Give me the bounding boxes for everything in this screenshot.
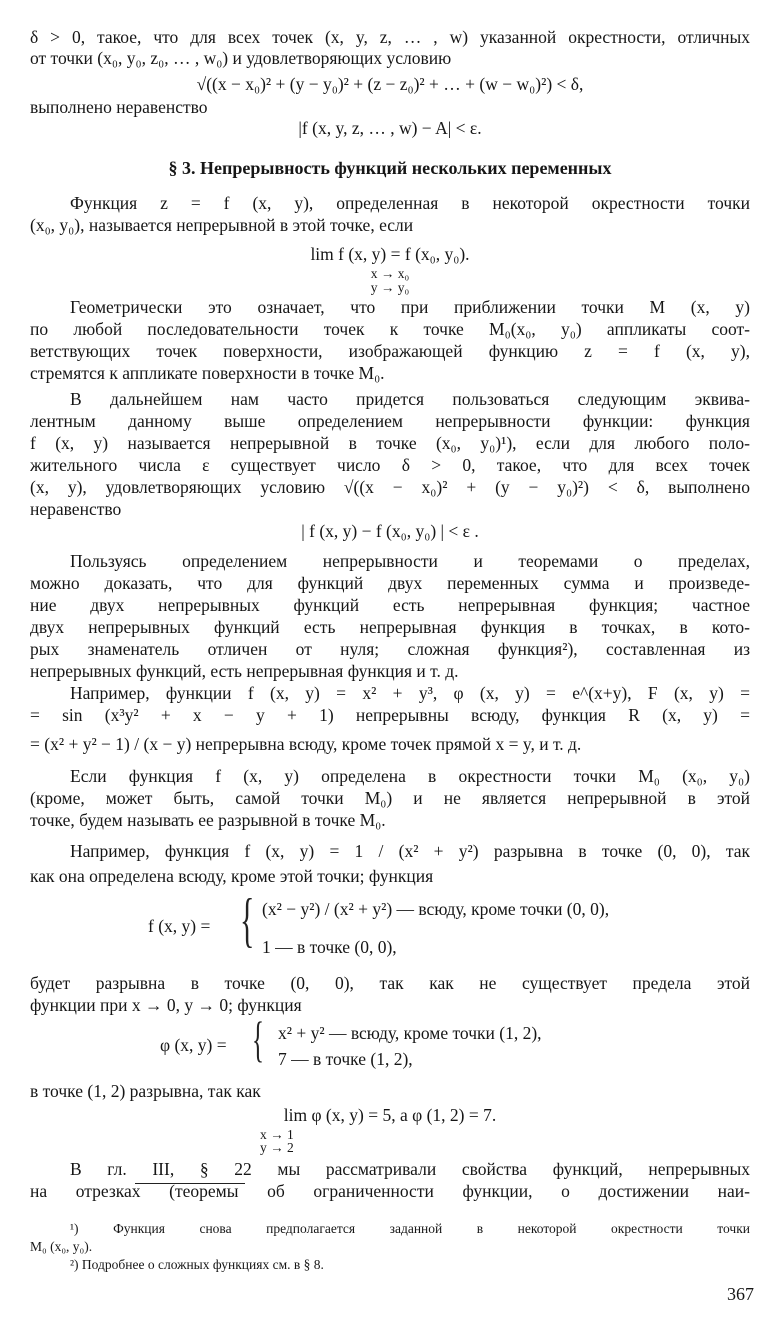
text-line: | f (x, y) − f (x₀, y₀) | < ε . <box>301 521 479 541</box>
text-line: на отрезках (теоремы об ограниченности функции, о достижении наи- <box>30 1181 750 1201</box>
text-line: В гл. III, § 22 мы рассматривали свойства функций, непрерывных <box>70 1159 750 1179</box>
text-line: ¹) Функция снова предполагается заданной в некоторой окрестности точки <box>70 1221 750 1236</box>
text-line: f (x, y) = <box>148 916 211 936</box>
text-line: функции при x → 0, y → 0; функция <box>30 995 302 1015</box>
text-line: выполнено неравенство <box>30 97 208 117</box>
text-line: по любой последовательности точек к точке M₀(x₀, y₀) аппликаты соот- <box>30 319 750 339</box>
text-line: (x² − y²) / (x² + y²) — всюду, кроме точки (0, 0), <box>262 899 610 919</box>
text-line: ветствующих точек поверхности, изображающей функцию z = f (x, y), <box>30 341 750 361</box>
text-line: непрерывных функций, есть непрерывная функция и т. д. <box>30 661 459 681</box>
text-line: x² + y² — всюду, кроме точки (1, 2), <box>278 1023 542 1043</box>
text-line: y → 2 <box>260 1140 294 1155</box>
text-line: f (x, y) называется непрерывной в точке (x₀, y₀)¹), если для любого поло- <box>30 433 750 453</box>
case-brace: { <box>252 1011 264 1067</box>
text-line: стремятся к аппликате поверхности в точке M₀. <box>30 363 385 383</box>
text-line: lim φ (x, y) = 5, а φ (1, 2) = 7. <box>283 1105 497 1125</box>
text-line: √((x − x₀)² + (y − y₀)² + (z − z₀)² + … + (w − w₀)²) < δ, <box>196 74 584 94</box>
section-heading: § 3. Непрерывность функций нескольких переменных <box>168 158 612 178</box>
text-line: δ > 0, такое, что для всех точек (x, y, z, … , w) указанной окрестности, отличных <box>30 27 750 47</box>
text-line: Например, функции f (x, y) = x² + y³, φ (x, y) = e^(x+y), F (x, y) = <box>70 683 750 703</box>
text-line: Например, функция f (x, y) = 1 / (x² + y²) разрывна в точке (0, 0), так <box>70 841 750 861</box>
text-line: |f (x, y, z, … , w) − A| < ε. <box>298 118 482 138</box>
text-line: В дальнейшем нам часто придется пользоваться следующим эквива- <box>70 389 750 409</box>
text-line: ²) Подробнее о сложных функциях см. в § 8. <box>70 1257 324 1272</box>
text-line: рых знаменатель отличен от нуля; сложная функция²), составленная из <box>30 639 750 659</box>
text-line: φ (x, y) = <box>160 1035 227 1055</box>
text-line: лентным данному выше определением непрерывности функции: функция <box>30 411 750 431</box>
footnote-rule <box>135 1183 245 1184</box>
page-number: 367 <box>727 1284 754 1304</box>
text-line: (x, y), удовлетворяющих условию √((x − x₀)² + (y − y₀)²) < δ, выполнено <box>30 477 750 497</box>
case-brace: { <box>240 887 255 953</box>
text-line: Пользуясь определением непрерывности и теоремами о пределах, <box>70 551 750 571</box>
text-line: x → x₀ <box>370 266 410 281</box>
text-line: жительного числа ε существует число δ > 0, такое, что для всех точек <box>30 455 750 475</box>
text-line: Если функция f (x, y) определена в окрестности точки M₀ (x₀, y₀) <box>70 766 750 786</box>
text-line: от точки (x₀, y₀, z₀, … , w₀) и удовлетворяющих условию <box>30 48 452 68</box>
text-line: y → y₀ <box>370 280 410 295</box>
text-line: 1 — в точке (0, 0), <box>262 937 397 957</box>
text-line: = (x² + y² − 1) / (x − y) непрерывна всюду, кроме точек прямой x = y, и т. д. <box>30 734 582 754</box>
text-line: будет разрывна в точке (0, 0), так как не существует предела этой <box>30 973 750 993</box>
text-line: точке, будем называть ее разрывной в точке M₀. <box>30 810 386 830</box>
text-line: x → 1 <box>260 1127 294 1142</box>
text-line: Геометрически это означает, что при приближении точки M (x, y) <box>70 297 750 317</box>
text-line: = sin (x³y² + x − y + 1) непрерывны всюду, функция R (x, y) = <box>30 705 750 725</box>
text-line: как она определена всюду, кроме этой точки; функция <box>30 866 434 886</box>
text-line: двух непрерывных функций есть непрерывная функция в точках, в кото- <box>30 617 750 637</box>
text-line: M₀ (x₀, y₀). <box>30 1239 93 1254</box>
text-line: Функция z = f (x, y), определенная в некоторой окрестности точки <box>70 193 750 213</box>
text-line: (x₀, y₀), называется непрерывной в этой точке, если <box>30 215 414 235</box>
text-line: 7 — в точке (1, 2), <box>278 1049 413 1069</box>
text-line: ние двух непрерывных функций есть непрерывная функция; частное <box>30 595 750 615</box>
text-line: lim f (x, y) = f (x₀, y₀). <box>310 244 470 264</box>
text-line: в точке (1, 2) разрывна, так как <box>30 1081 261 1101</box>
text-line: можно доказать, что для функций двух переменных сумма и произведе- <box>30 573 750 593</box>
text-line: (кроме, может быть, самой точки M₀) и не является непрерывной в этой <box>30 788 750 808</box>
text-line: неравенство <box>30 499 122 519</box>
